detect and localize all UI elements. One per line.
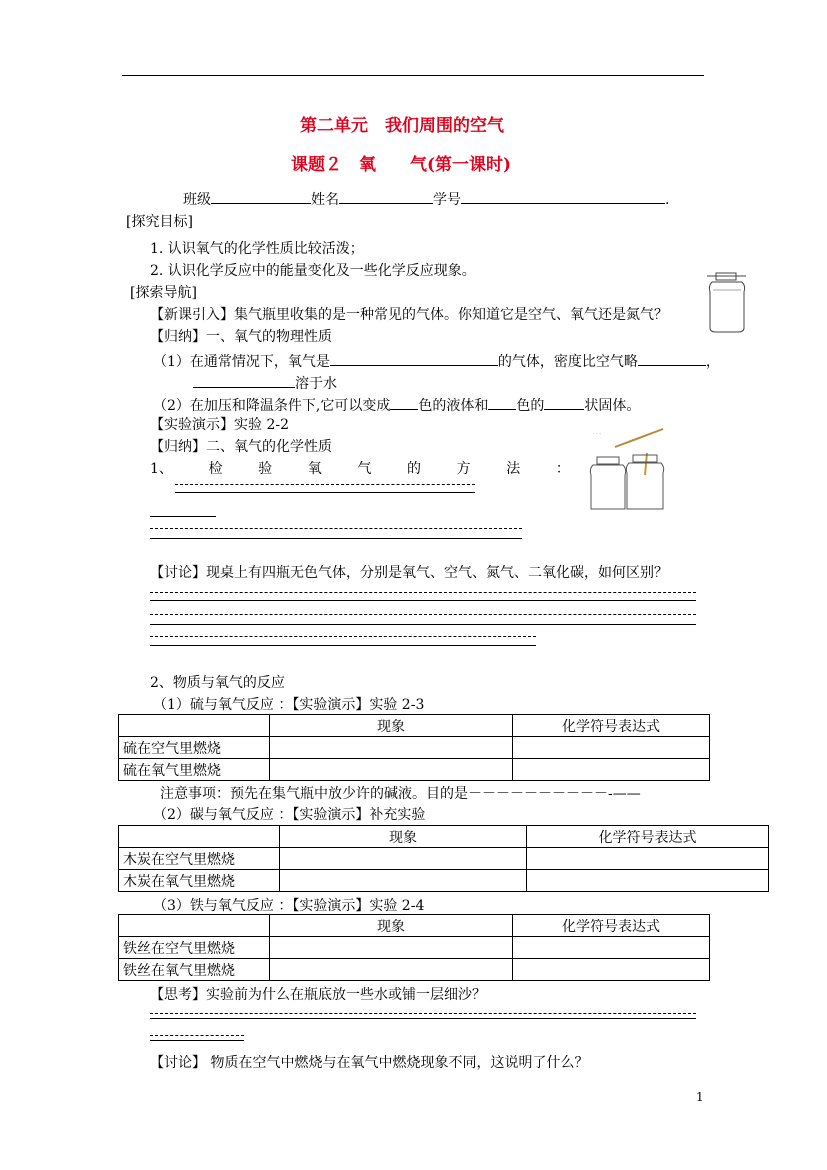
oxygen-test-illustration [585,425,675,515]
solubility-line: 溶于水 [193,374,337,391]
row-label: 木炭在氧气里燃烧 [119,870,280,892]
table-header-row [119,826,769,848]
id-label: 学号 [433,192,461,208]
table-header: 现象 [280,826,527,848]
unit-title: 第二单元 我们周围的空气 [300,116,504,136]
row-label: 硫在空气里燃烧 [119,737,270,759]
answer-line[interactable] [150,1013,696,1014]
table-row [119,937,710,959]
phenomenon-cell[interactable] [270,937,513,959]
student-info-line: 班级 姓名 学号 . [183,192,670,208]
goals-heading: [探究目标] [126,214,193,230]
row-label: 铁丝在氧气里燃烧 [119,959,270,981]
phenomenon-cell[interactable] [280,870,527,892]
table-row [119,848,769,870]
sulfur-table [118,714,710,781]
phenomenon-cell[interactable] [270,959,513,981]
answer-line[interactable] [150,538,522,539]
name-label: 姓名 [311,192,339,208]
class-blank[interactable] [211,190,311,204]
table-header-row [119,915,710,937]
answer-line[interactable] [150,1018,696,1019]
equation-cell[interactable] [513,759,710,781]
answer-line[interactable] [150,614,696,615]
solid-shape-blank[interactable] [544,396,584,410]
think-text: 【思考】实验前为什么在瓶底放一些水或铺一层细沙？ [150,987,486,1003]
solid-color-blank[interactable] [488,396,516,410]
sulfur-title: （1）硫与氧气反应 ：【实验演示】实验 2-3 [153,697,425,713]
answer-line[interactable] [150,1040,244,1041]
answer-line[interactable] [150,645,536,646]
table-header: 现象 [270,915,513,937]
row-label: 硫在氧气里燃烧 [119,759,270,781]
phenomenon-cell[interactable] [270,759,513,781]
carbon-table [118,825,769,892]
equation-cell[interactable] [527,870,769,892]
discuss-text-2: 【讨论】 物质在空气中燃烧与在氧气中燃烧现象不同，这说明了什么？ [150,1055,589,1071]
row-label: 铁丝在空气里燃烧 [119,937,270,959]
goal-item: 2. 认识化学反应中的能量变化及一些化学反应现象。 [150,263,476,279]
answer-line[interactable] [150,1035,244,1036]
iron-title: （3）铁与氧气反应 ：【实验演示】实验 2-4 [153,898,425,914]
sulfur-note: 注意事项：预先在集气瓶中放少许的碱液。目的是－－－－－－－－－－-—— [160,786,641,802]
row-label: 木炭在空气里燃烧 [119,848,280,870]
state-blank[interactable] [330,352,498,366]
intro-text: 【新课引入】集气瓶里收集的是一种常见的气体。你知道它是空气、氧气还是氮气？ [150,307,668,323]
answer-line[interactable] [150,636,536,637]
carbon-title: （2）碳与氧气反应 ：【实验演示】补充实验 [153,807,426,823]
discuss-text-1: 【讨论】现桌上有四瓶无色气体，分别是氧气、空气、氮气、二氧化碳，如何区别？ [150,565,668,581]
physical-line-1: （1）在通常情况下，氧气是 的气体，密度比空气略 ， [153,354,720,370]
answer-line[interactable] [150,516,216,517]
demo-2-2: 【实验演示】实验 2-2 [150,417,289,433]
reactions-heading: 2、物质与氧气的反应 [150,675,285,691]
physical-heading: 【归纳】一、氧气的物理性质 [150,329,332,345]
table-header-row [119,715,710,737]
answer-line[interactable] [150,592,696,593]
answer-line[interactable] [150,528,522,529]
table-header: 现象 [270,715,513,737]
answer-line[interactable] [150,624,696,625]
check-method-line: 1、 检 验 氧 气 的 方 法 ： [150,461,570,477]
phenomenon-cell[interactable] [280,848,527,870]
goal-item: 1. 认识氧气的化学性质比较活泼； [150,241,364,257]
table-row [119,959,710,981]
answer-line[interactable] [150,600,696,601]
liquid-color-blank[interactable] [390,396,418,410]
phenomenon-cell[interactable] [270,737,513,759]
solubility-blank[interactable] [193,374,295,388]
table-row [119,870,769,892]
table-header [119,715,270,737]
answer-line[interactable] [175,484,475,485]
id-blank[interactable] [461,190,665,204]
page-number: 1 [696,1090,704,1104]
table-row [119,737,710,759]
equation-cell[interactable] [527,848,769,870]
density-blank[interactable] [638,352,706,366]
table-header [119,826,280,848]
iron-table [118,914,710,981]
name-blank[interactable] [339,190,433,204]
chemical-heading: 【归纳】二、氧气的化学性质 [150,439,332,455]
header-rule [122,75,704,76]
gas-jar-illustration [702,270,752,334]
class-label: 班级 [183,192,211,208]
guide-heading: [探索导航] [130,285,197,301]
table-header: 化学符号表达式 [527,826,769,848]
answer-line[interactable] [175,492,475,493]
physical-line-2: （2）在加压和降温条件下,它可以变成 色的液体和 色的 状固体。 [153,398,641,414]
table-header: 化学符号表达式 [513,915,710,937]
table-header [119,915,270,937]
table-row [119,759,710,781]
svg-text:· · ·: · · · [593,431,601,437]
lesson-title: 课题２ 氧 气(第一课时) [291,155,512,175]
equation-cell[interactable] [513,737,710,759]
equation-cell[interactable] [513,937,710,959]
table-header: 化学符号表达式 [513,715,710,737]
equation-cell[interactable] [513,959,710,981]
